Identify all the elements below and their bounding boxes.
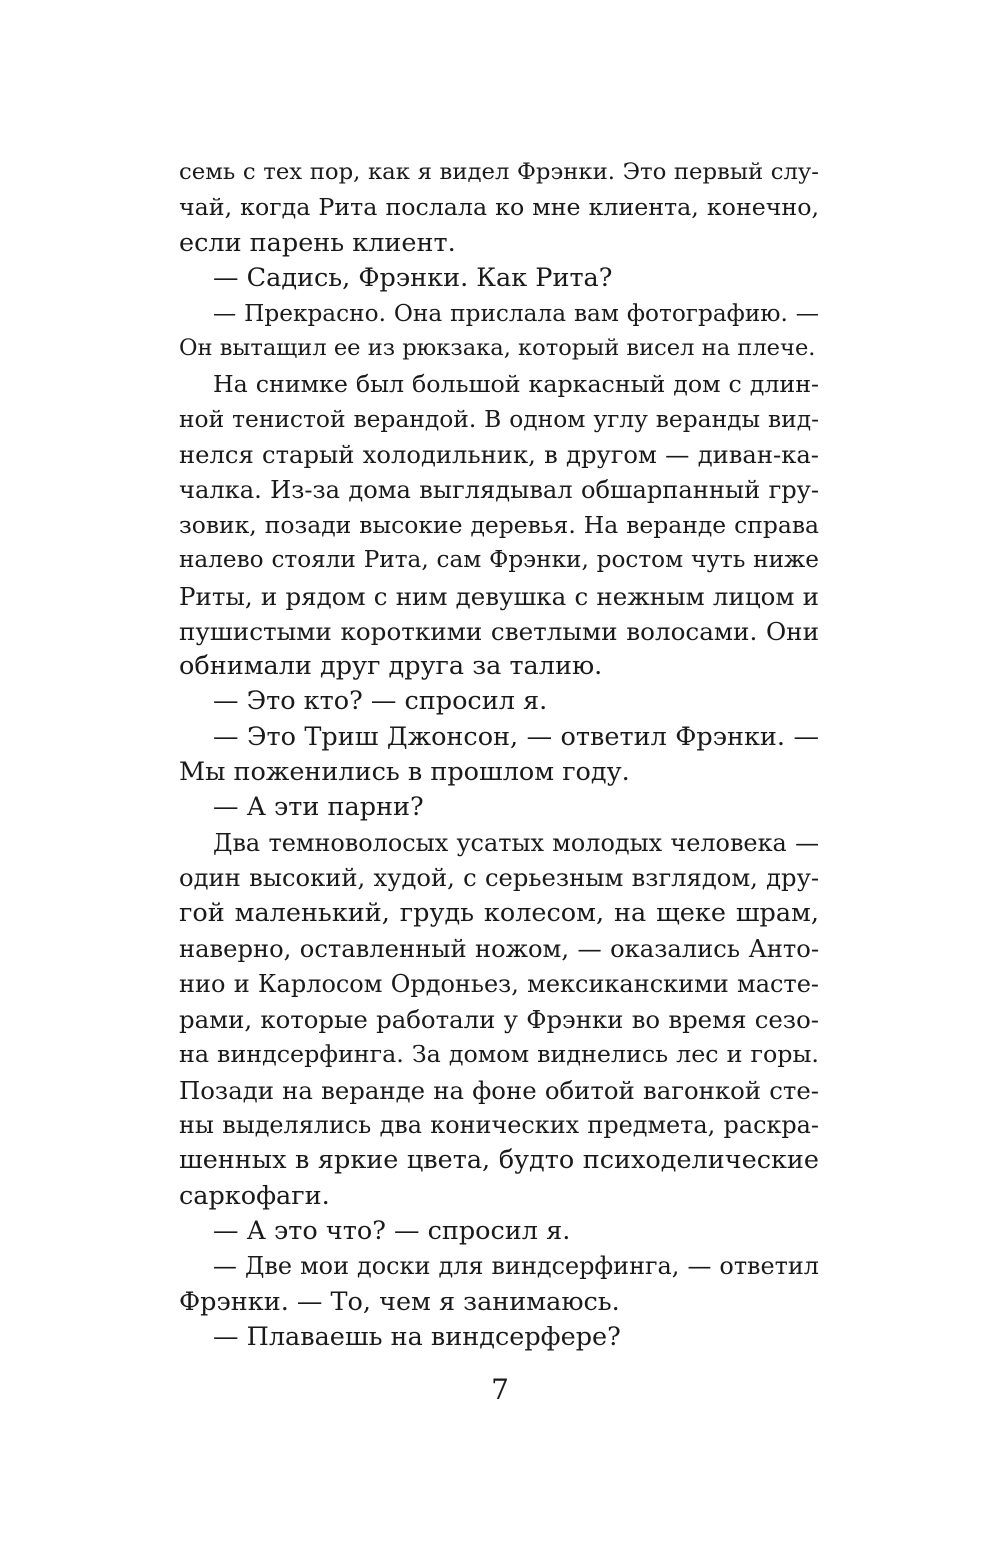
text-line: обнимали друг друга за талию. (179, 651, 603, 682)
text-line: наверно, оставленный ножом, — оказались Анто- (179, 934, 819, 963)
text-line: — А эти парни? (213, 792, 424, 823)
text-line: гой маленький, грудь колесом, на щеке шрам, (179, 898, 819, 929)
text-line: — Прекрасно. Она прислала вам фотографию. — (213, 300, 819, 328)
text-line: на виндсерфинга. За домом виднелись лес и горы. (179, 1040, 819, 1069)
text-line: семь с тех пор, как я видел Фрэнки. Это первый слу- (179, 159, 819, 185)
text-line: один высокий, худой, с серьезным взглядом, дру- (179, 863, 819, 892)
text-line: — Две мои доски для виндсерфинга, — ответил (213, 1252, 819, 1281)
text-line: ной тенистой верандой. В одном углу веранды вид- (179, 405, 819, 434)
text-line: — Это Триш Джонсон, — ответил Фрэнки. — (213, 721, 819, 752)
page-number: 7 (491, 1373, 509, 1406)
body-text (179, 155, 819, 1355)
text-line: — А это что? — спросил я. (213, 1215, 571, 1246)
text-line: — Это кто? — спросил я. (213, 686, 548, 717)
text-line: зовик, позади высокие деревья. На веранде справа (179, 510, 819, 539)
text-line: — Садись, Фрэнки. Как Рита? (213, 262, 613, 293)
text-line: — Плаваешь на виндсерфере? (213, 1321, 621, 1352)
text-line: Он вытащил ее из рюкзака, который висел на плече. (179, 335, 816, 362)
text-line: шенных в яркие цвета, будто психоделические (179, 1145, 819, 1176)
text-line: ны выделялись два конических предмета, раскра- (179, 1111, 819, 1140)
text-line: Фрэнки. — То, чем я занимаюсь. (179, 1286, 620, 1317)
text-line: саркофаги. (179, 1180, 330, 1211)
text-line: рами, которые работали у Фрэнки во время сезо- (179, 1005, 819, 1035)
text-line: чалка. Из-за дома выглядывал обшарпанный гру- (179, 475, 819, 504)
text-line: Риты, и рядом с ним девушка с нежным лицом и (179, 581, 819, 611)
text-line: чай, когда Рита послала ко мне клиента, конечно, (179, 193, 819, 222)
text-line: пушистыми короткими светлыми волосами. Они (179, 616, 819, 646)
text-line: Два темноволосых усатых молодых человека — (213, 828, 819, 857)
text-line: Мы поженились в прошлом году. (179, 757, 630, 788)
text-line: нелся старый холодильник, в другом — диван-ка- (179, 440, 819, 470)
text-line: Позади на веранде на фоне обитой вагонкой сте- (179, 1075, 819, 1105)
text-line: нио и Карлосом Ордоньез, мексиканскими масте- (179, 969, 819, 998)
text-line: налево стояли Рита, сам Фрэнки, ростом чуть ниже (179, 547, 819, 574)
text-line: если парень клиент. (179, 227, 456, 258)
text-line: На снимке был большой каркасный дом с длин- (213, 369, 819, 398)
